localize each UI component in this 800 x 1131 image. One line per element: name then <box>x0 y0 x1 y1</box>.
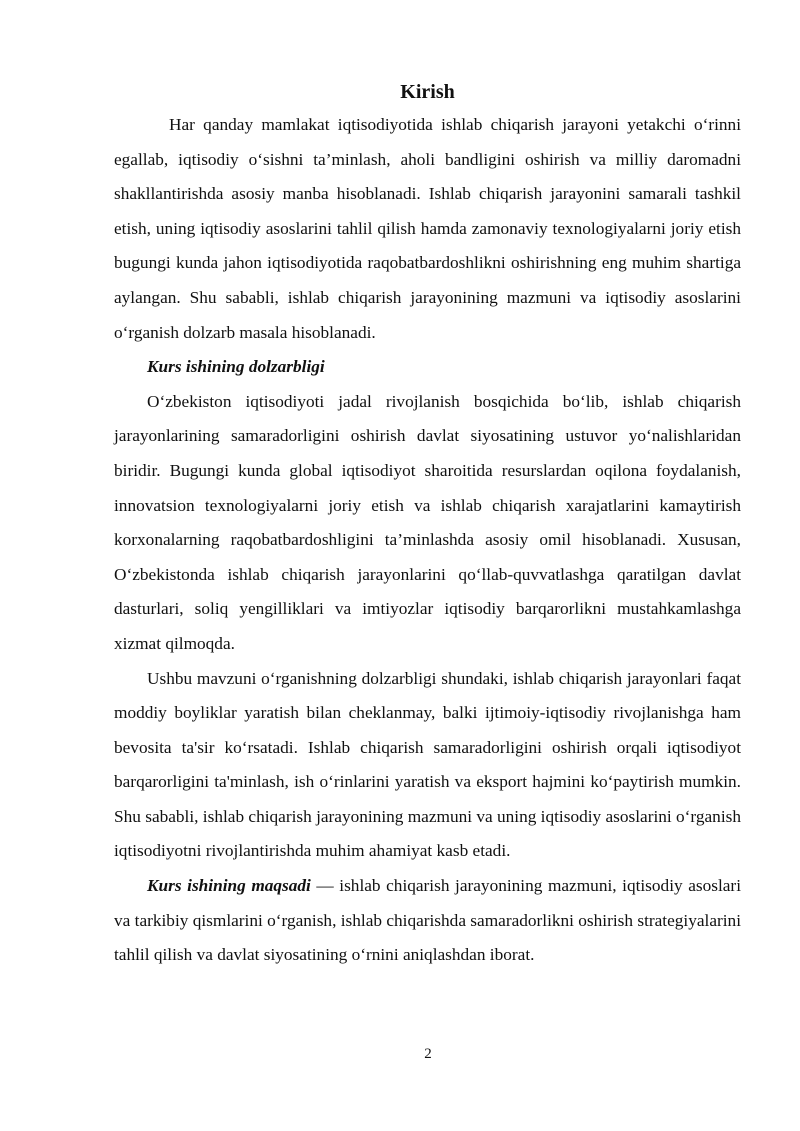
page-title: Kirish <box>400 81 455 103</box>
goal-separator: — <box>310 876 340 896</box>
page-number: 2 <box>424 1046 432 1062</box>
goal-text: ishlab chiqarish jarayonining mazmuni, iqtisodiy asoslari va tarkibiy qismlarini o‘rganish, ishlab chiqarishda samaradorlikni oshirish strategiyalarini tahlil qilish va davlat siyosatining o‘rnini aniqlashdan iborat. <box>114 876 741 965</box>
goal-lead: Kurs ishining maqsadi <box>147 876 311 896</box>
document-page <box>114 78 741 973</box>
relevance-paragraph-2: Ushbu mavzuni o‘rganishning dolzarbligi shundaki, ishlab chiqarish jarayonlari faqat moddiy boyliklar yaratish bilan cheklanmay, balki ijtimoiy-iqtisodiy rivojlanishga ham bevosita ta'sir ko‘rsatadi. Ishlab chiqarish samaradorligini oshirish orqali iqtisodiyot barqarorligini ta'minlash, ish o‘rinlarini yaratish va eksport hajmini ko‘paytirish mumkin. Shu sababli, ishlab chiqarish jarayonining mazmuni va uning iqtisodiy asoslarini o‘rganish iqtisodiyotni rivojlantirishda muhim ahamiyat kasb etadi. <box>114 668 741 861</box>
goal-paragraph <box>114 869 741 973</box>
relevance-paragraph-1: O‘zbekiston iqtisodiyoti jadal rivojlanish bosqichida bo‘lib, ishlab chiqarish jarayonlarining samaradorligini oshirish davlat siyosatining ustuvor yo‘nalishlaridan biridir. Bugungi kunda global iqtisodiyot sharoitida resurslardan oqilona foydalanish, innovatsion texnologiyalarni joriy etish va ishlab chiqarish xarajatlarini kamaytirish korxonalarning raqobatbardoshligini ta’minlashda asosiy omil hisoblanadi. Xususan, O‘zbekistonda ishlab chiqarish jarayonlarini qo‘llab-quvvatlashga qaratilgan davlat dasturlari, soliq yengilliklari va imtiyozlar iqtisodiy barqarorlikni mustahkamlashga xizmat qilmoqda. <box>114 391 741 653</box>
intro-paragraph: Har qanday mamlakat iqtisodiyotida ishlab chiqarish jarayoni yetakchi o‘rinni egallab, iqtisodiy o‘sishni ta’minlash, aholi bandligini oshirish va milliy daromadni shakllantirishda asosiy manba hisoblanadi. Ishlab chiqarish jarayonini samarali tashkil etish, uning iqtisodiy asoslarini tahlil qilish hamda zamonaviy texnologiyalarni joriy etish bugungi kunda jahon iqtisodiyotida raqobatbardoshlikni oshirishning eng muhim shartiga aylangan. Shu sababli, ishlab chiqarish jarayonining mazmuni va iqtisodiy asoslarini o‘rganish dolzarb masala hisoblanadi. <box>114 115 741 342</box>
section-heading: Kurs ishining dolzarbligi <box>147 357 325 377</box>
